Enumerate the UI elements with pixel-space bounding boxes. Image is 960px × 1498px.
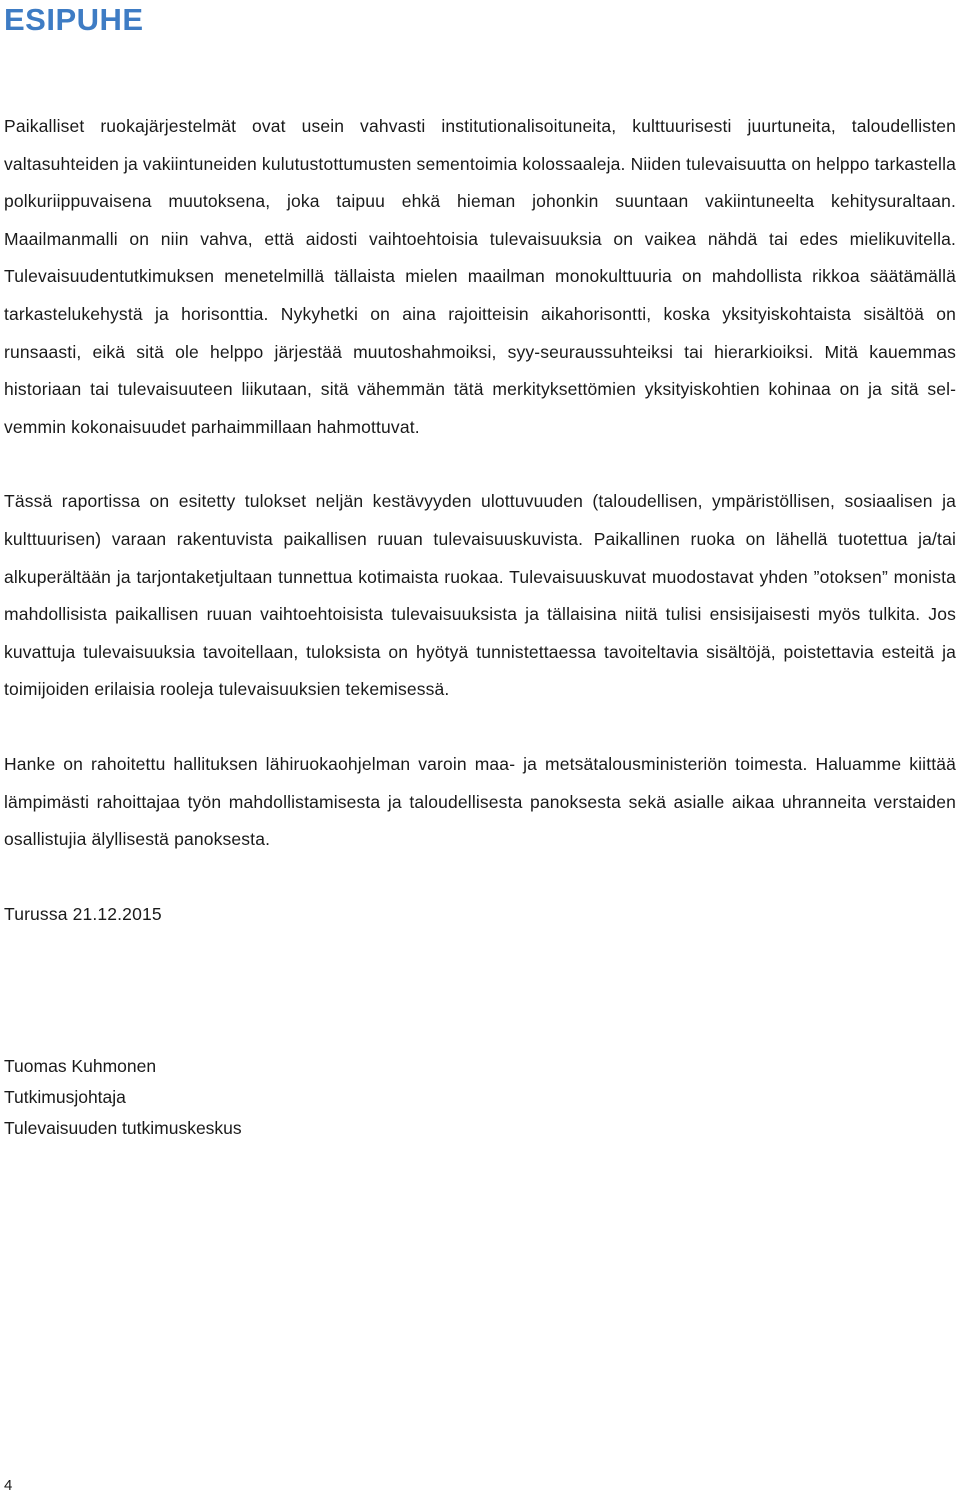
paragraph-funding: Hanke on rahoitettu hallituksen lähiruokaohjelman varoin maa- ja metsätalousministeriön toimesta. Haluamme kiittää lämpimästi rahoittajaa työn mahdollistamisesta ja taloudellisesta panoksesta sekä asialle aikaa uhranneita verstaiden osallistujia älyllisestä panoksesta.	[4, 753, 956, 850]
signature-organization: Tulevaisuuden tutkimuskeskus	[4, 1118, 242, 1138]
paragraph-report: Tässä raportissa on esitetty tulokset neljän kestävyyden ulottuvuuden (taloudellisen, ympäristöllisen, sosiaalisen ja kulttuurisen) varaan rakentuvista paikallisen ruuan tulevaisuuskuvista. Paikallinen ruoka on lähellä tuotettua ja/tai alkuperältään ja tarjontaketjultaan tunnettua kotimaista ruokaa. Tulevaisuuskuvat muodostavat yhden ”otoksen” monista mahdollisista paikallisen ruuan vaihtoehtoisista tulevaisuuksista ja tällaisina niitä tulisi ensisijaisesti myös tulkita. Jos kuvattuja tulevaisuuksia tavoitellaan, tuloksista on hyötyä tunnistettaessa tavoiteltavia sisältöjä, poistettavia esteitä ja toimijoiden erilaisia rooleja tulevaisuuksien tekemisessä.	[4, 491, 956, 700]
paragraph-intro: Paikalliset ruokajärjestelmät ovat usein vahvasti institutionalisoituneita, kulttuurisesti juurtuneita, taloudellisten valtasuhteiden ja vakiintuneiden kulutustottumusten sementoimia kolossaaleja. Niiden tulevaisuutta on helppo tarkastella polkuriippuvaisena muutoksena, joka taipuu ehkä hieman johonkin suuntaan vakiintuneelta kehitysuraltaan. Maailmanmalli on niin vahva, että aidosti vaihtoehtoisia tulevaisuuksia on vaikea nähdä tai edes mielikuvitella. Tulevaisuudentutkimuksen menetelmillä tällaista mielen maailman monokulttuuria on mahdollista rikkoa säätämällä tarkastelukehystä ja horisonttia. Nykyhetki on aina rajoitteisin aikahorisontti, koska yksityiskohtaista sisältöä on runsaasti, eikä sitä ole helppo järjestää muutoshahmoiksi, syy-seuraussuhteiksi tai hierarkioiksi. Mitä kauemmas historiaan tai tulevaisuuteen liikutaan, sitä vähemmän tätä merkityksettömien yksityiskohtien kohinaa on ja sitä selvemmin kokonaisuudet parhaimmillaan hahmottuvat.	[4, 116, 956, 437]
body-text	[4, 108, 956, 970]
page-number: 4	[4, 1477, 13, 1494]
place-and-date: Turussa 21.12.2015	[4, 903, 162, 924]
signature-role: Tutkimusjohtaja	[4, 1087, 126, 1107]
signature-block	[4, 1051, 242, 1144]
page-title: ESIPUHE	[4, 2, 144, 37]
signature-name: Tuomas Kuhmonen	[4, 1056, 157, 1076]
